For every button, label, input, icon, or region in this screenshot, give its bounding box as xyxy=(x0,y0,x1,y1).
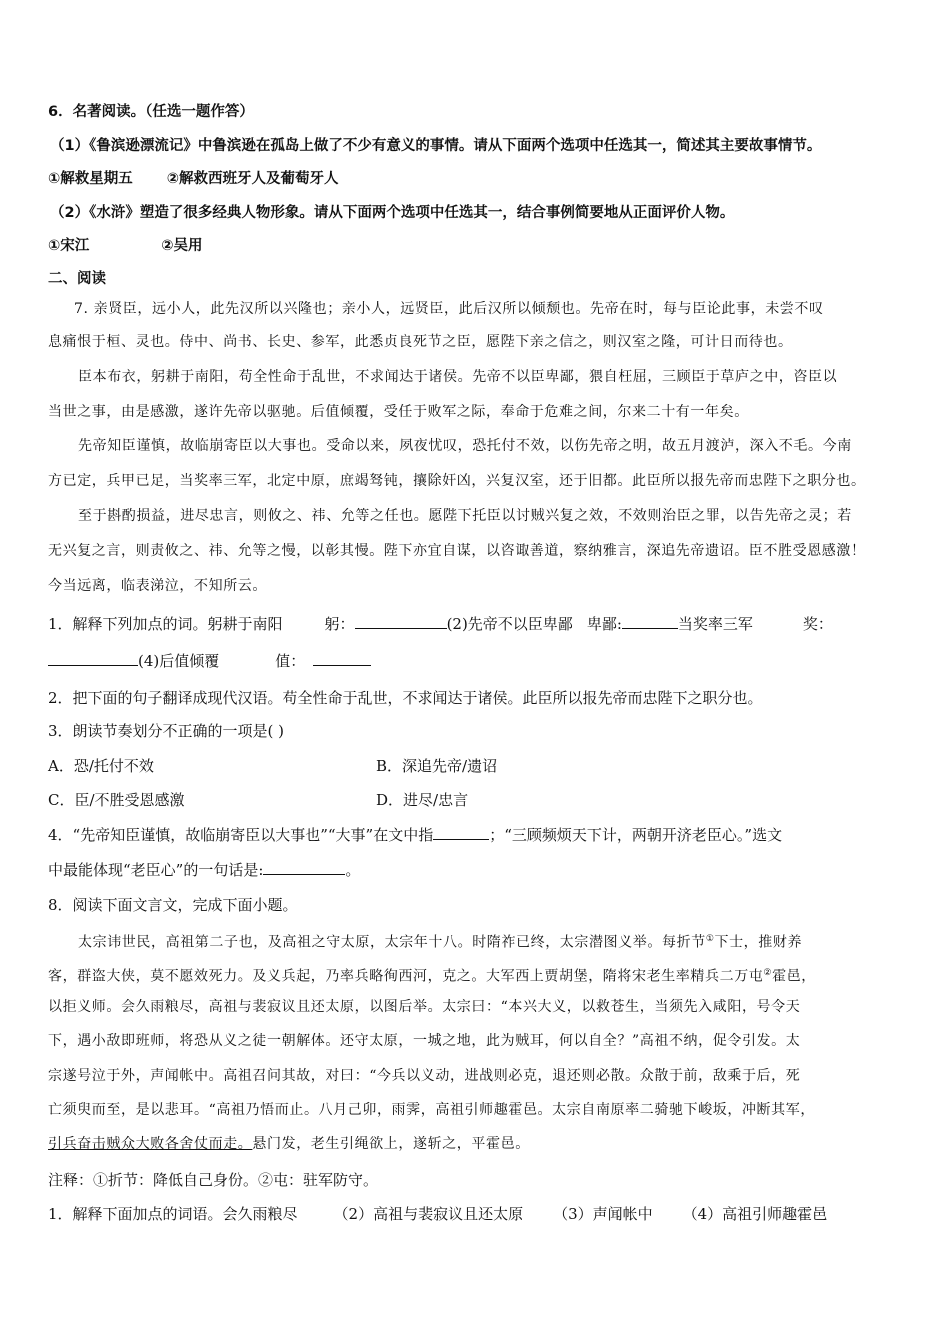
answer-blank[interactable] xyxy=(622,614,678,629)
q7-sub1-word4-label: 值： xyxy=(275,652,306,670)
q7-sub1-prompt: 1．解释下列加点的词。躬耕于南阳 xyxy=(48,615,283,633)
q7-sub3: 3．朗读节奏划分不正确的一项是( ) xyxy=(48,722,285,740)
q7-sub4-prompt: 4．“先帝知臣谨慎，故临崩寄臣以大事也”“大事”在文中指 xyxy=(48,826,434,844)
section-heading-reading: 二、阅读 xyxy=(48,271,106,287)
q7-passage-line: 7. 亲贤臣，远小人，此先汉所以兴隆也；亲小人，远贤臣，此后汉所以倾颓也。先帝在时，每与臣论此事，未尝不叹 xyxy=(74,301,824,317)
q6-part2: （2）《水浒》塑造了很多经典人物形象。请从下面两个选项中任选其一，结合事例简要地从正面评价人物。 xyxy=(50,205,735,221)
q8-sub1-item2: （2）高祖与裴寂议且还太原 xyxy=(333,1205,524,1223)
q7-passage-line: 今当远离，临表涕泣，不知所云。 xyxy=(48,578,267,594)
q6-part2-option2: ②吴用 xyxy=(161,238,203,254)
q7-passage-line: 息痛恨于桓、灵也。侍中、尚书、长史、参军，此悉贞良死节之臣，愿陛下亲之信之，则汉室之隆，可计日而待也。 xyxy=(48,334,793,350)
q8-passage-text: 太宗讳世民，高祖第二子也，及高祖之守太原，太宗年十八。时隋祚已终，太宗潜图义举。每折节 xyxy=(78,934,706,951)
answer-blank[interactable] xyxy=(433,825,489,840)
q8-passage-text: 霍邑， xyxy=(772,968,816,985)
footnote-marker: ② xyxy=(763,968,773,978)
q7-passage-line: 方已定，兵甲已足，当奖率三军，北定中原，庶竭驽钝，攘除奸凶，兴复汉室，还于旧都。此臣所以报先帝而忠陛下之职分也。 xyxy=(48,473,866,489)
q7-option-a: A．恐/托付不效 xyxy=(48,757,154,775)
q8-passage-text: 下士，推财养 xyxy=(714,934,803,951)
q8-passage-text: 客，群盗大侠，莫不愿效死力。及义兵起，乃率兵略徇西河，克之。大军西上贾胡堡，隋将宋老生率精兵二万屯 xyxy=(48,968,764,985)
q7-passage-line: 至于斟酌损益，进尽忠言，则攸之、祎、允等之任也。愿陛下托臣以讨贼兴复之效，不效则治臣之罪，以告先帝之灵；若 xyxy=(78,508,852,524)
q6-part2-option1: ①宋江 xyxy=(48,238,90,254)
answer-blank[interactable] xyxy=(313,651,371,666)
q8-sub1-prompt: 1．解释下面加点的词语。会久雨粮尽 xyxy=(48,1205,298,1223)
q7-sub4-line1 xyxy=(48,825,782,845)
answer-blank[interactable] xyxy=(48,651,138,666)
q7-sub4-end: 。 xyxy=(345,861,361,879)
q6-part1: （1）《鲁滨逊漂流记》中鲁滨逊在孤岛上做了不少有意义的事情。请从下面两个选项中任选其一，简述其主要故事情节。 xyxy=(50,138,822,154)
q7-option-b: B．深追先帝/遗诏 xyxy=(376,757,498,775)
q8-title: 8．阅读下面文言文，完成下面小题。 xyxy=(48,896,298,914)
q7-passage-line: 无兴复之言，则责攸之、祎、允等之慢，以彰其慢。陛下亦宜自谋，以咨诹善道，察纳雅言，深追先帝遗诏。臣不胜受恩感激！ xyxy=(48,543,866,559)
q7-sub4-line2 xyxy=(48,860,360,880)
underlined-sentence: 引兵奋击贼众大败各舍仗而走。 xyxy=(48,1136,253,1152)
footnote-marker: ① xyxy=(705,934,715,944)
q7-sub2: 2．把下面的句子翻译成现代汉语。苟全性命于乱世，不求闻达于诸侯。此臣所以报先帝而忠陛下之职分也。 xyxy=(48,689,763,707)
q7-passage-line: 先帝知臣谨慎，故临崩寄臣以大事也。受命以来，夙夜忧叹，恐托付不效，以伤先帝之明，故五月渡泸，深入不毛。今南 xyxy=(78,438,852,454)
q7-passage-line: 臣本布衣，躬耕于南阳，苟全性命于乱世，不求闻达于诸侯。先帝不以臣卑鄙，猥自枉屈，三顾臣于草庐之中，咨臣以 xyxy=(78,369,838,385)
q8-passage-line xyxy=(48,963,816,987)
q6-title: 6．名著阅读。（任选一题作答） xyxy=(48,104,254,120)
q7-sub1-word1-label: 躬： xyxy=(324,615,355,633)
q7-option-c: C．臣/不胜受恩感激 xyxy=(48,791,185,809)
q8-sub1-item4: （4）高祖引师趣霍邑 xyxy=(682,1205,828,1223)
q8-passage-text: 悬门发，老生引绳欲上，遂斩之，平霍邑。 xyxy=(252,1136,530,1152)
q8-passage-line xyxy=(78,929,802,953)
q8-passage-line: 宗遂号泣于外，声闻帐中。高祖召问其故，对曰：“今兵以义动，进战则必克，退还则必散。众散于前，敌乘于后，死 xyxy=(48,1068,801,1084)
q7-option-d: D．进尽/忠言 xyxy=(376,791,469,809)
q7-sub4-prompt2: 中最能体现“老臣心”的一句话是: xyxy=(48,861,264,879)
q7-sub1-word3-prompt: 当奖率三军 xyxy=(677,615,753,633)
q7-sub1-word2-prompt: (2)先帝不以臣卑鄙 xyxy=(446,615,573,633)
q7-sub1-word3-label: 奖： xyxy=(802,615,833,633)
q8-passage-line: 以拒义师。会久雨粮尽，高祖与裴寂议且还太原，以图后举。太宗曰：“本兴大义，以救苍生，当须先入咸阳，号令天 xyxy=(48,999,801,1015)
q7-sub1-line2 xyxy=(48,651,371,671)
q8-passage-line: 亡须臾而至，是以悲耳。“高祖乃悟而止。八月己卯，雨霁，高祖引师趣霍邑。太宗自南原率二骑驰下峻坂，冲断其军， xyxy=(48,1102,815,1118)
q7-sub1-word4-prompt: (4)后值倾覆 xyxy=(138,652,220,670)
q7-sub1-line1 xyxy=(48,614,833,634)
answer-blank[interactable] xyxy=(263,860,345,875)
q8-passage-line: 下，遇小敌即班师，将恐从义之徒一朝解体。还守太原，一城之地，此为贼耳，何以自全？”高祖不纳，促令引发。太 xyxy=(48,1033,801,1049)
q6-part1-option2: ②解救西班牙人及葡萄牙人 xyxy=(166,171,339,187)
q7-sub1-word2-label: 卑鄙: xyxy=(586,615,622,633)
q6-part1-options xyxy=(48,169,339,189)
q6-part1-option1: ①解救星期五 xyxy=(48,171,133,187)
q8-passage-line xyxy=(48,1134,530,1154)
q8-sub1-item3: （3）声闻帐中 xyxy=(553,1205,653,1223)
q7-passage-line: 当世之事，由是感激，遂许先帝以驱驰。后值倾覆，受任于败军之际，奉命于危难之间，尔来二十有一年矣。 xyxy=(48,404,749,420)
q8-sub1 xyxy=(48,1204,827,1224)
q6-part2-options xyxy=(48,236,203,256)
q8-notes: 注释：①折节：降低自己身份。②屯：驻军防守。 xyxy=(48,1171,379,1189)
answer-blank[interactable] xyxy=(355,614,447,629)
q7-sub4-prompt-cont: ；“三顾频烦天下计，两朝开济老臣心。”选文 xyxy=(489,826,783,844)
